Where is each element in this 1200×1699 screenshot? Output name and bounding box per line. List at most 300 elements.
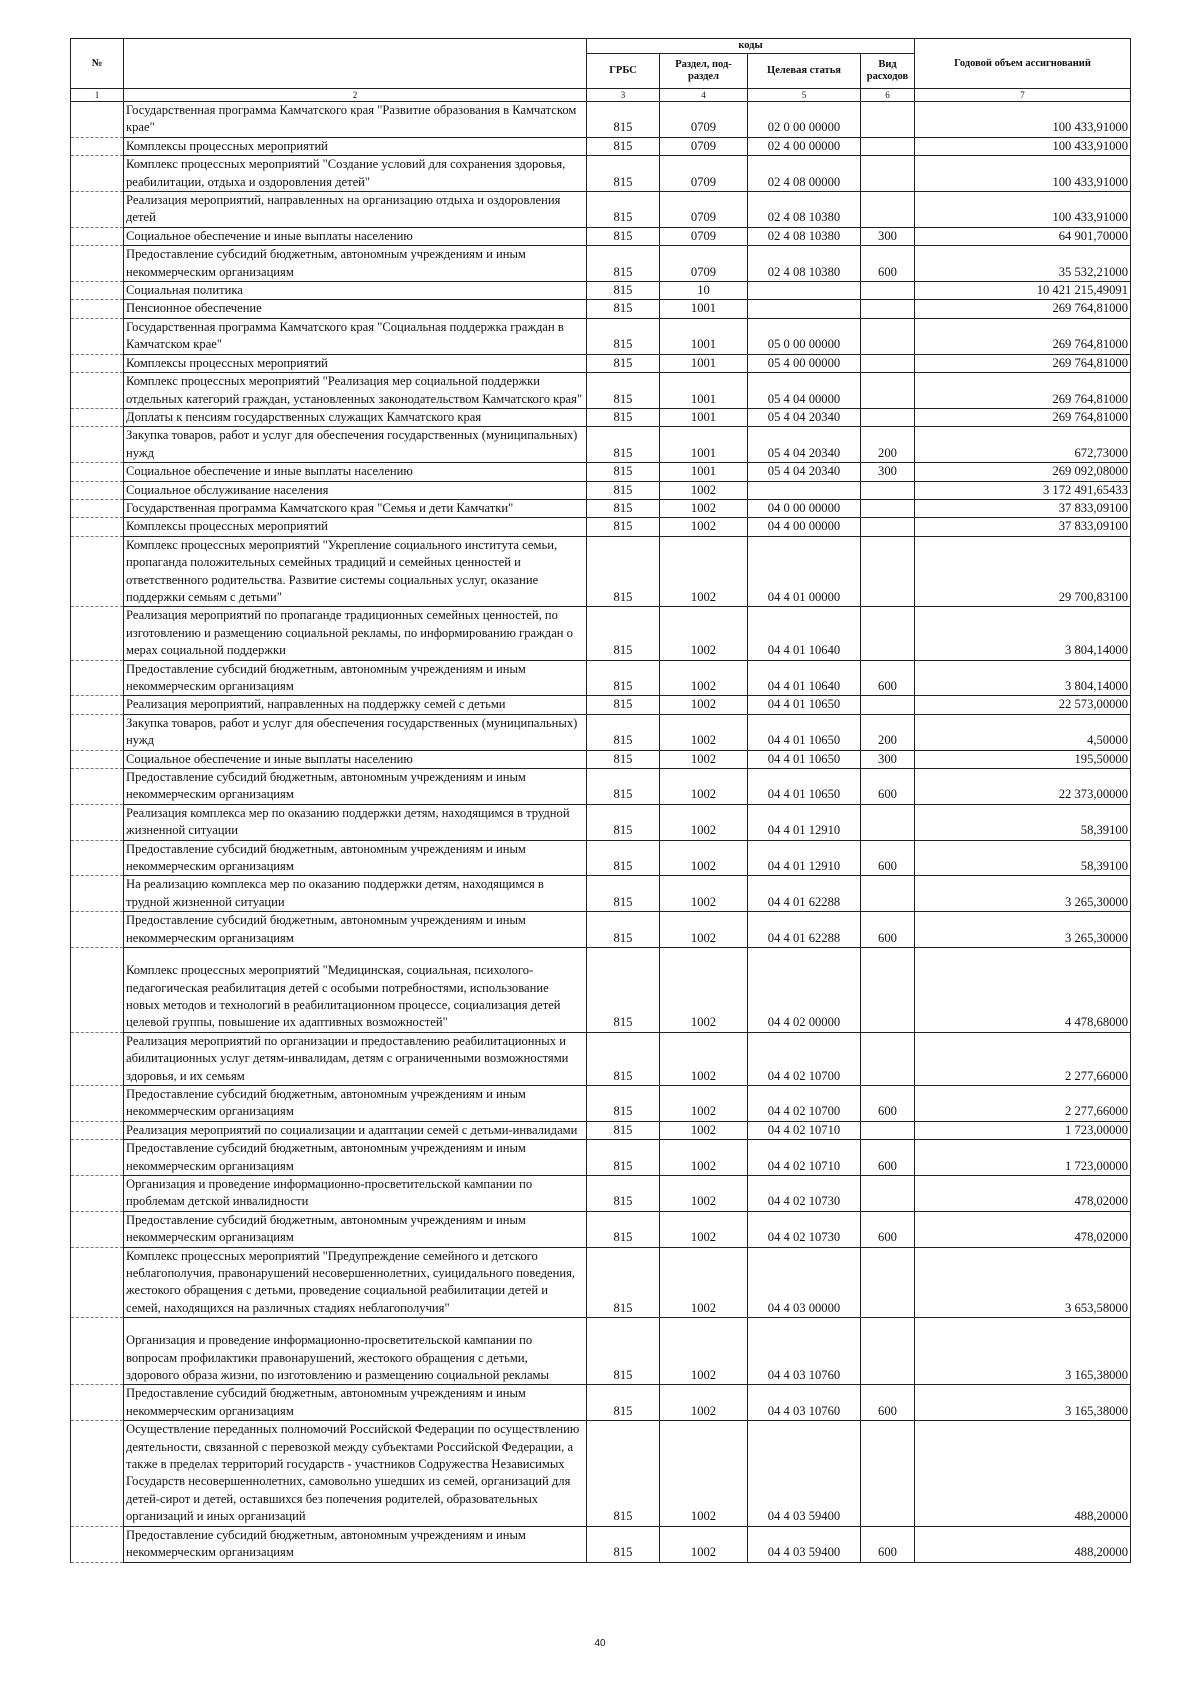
table-row	[71, 1140, 1131, 1176]
cell-sum: 3 804,14000	[915, 607, 1131, 660]
cell-razdel: 1002	[660, 481, 748, 499]
cell-number	[71, 102, 124, 138]
cell-grbs: 815	[587, 660, 660, 696]
cell-vid	[861, 607, 915, 660]
cell-name: Реализация комплекса мер по оказанию поддержки детям, находящимся в трудной жизненной ситуации	[124, 804, 587, 840]
cell-number	[71, 1211, 124, 1247]
col-number: 7	[915, 89, 1131, 102]
cell-grbs: 815	[587, 499, 660, 517]
cell-vid	[861, 1032, 915, 1085]
cell-razdel: 1002	[660, 1247, 748, 1318]
cell-number	[71, 840, 124, 876]
cell-sum: 269 092,08000	[915, 463, 1131, 481]
cell-grbs: 815	[587, 354, 660, 372]
cell-name: Предоставление субсидий бюджетным, автономным учреждениям и иным некоммерческим организациям	[124, 246, 587, 282]
table-row	[71, 227, 1131, 245]
cell-vid: 600	[861, 1211, 915, 1247]
table-row	[71, 427, 1131, 463]
cell-vid	[861, 282, 915, 300]
cell-sum: 269 764,81000	[915, 300, 1131, 318]
cell-sum: 478,02000	[915, 1175, 1131, 1211]
cell-razdel: 0709	[660, 156, 748, 192]
header-razdel: Раздел, под-раздел	[660, 54, 748, 89]
cell-target: 04 4 01 10650	[748, 769, 861, 805]
cell-sum: 4,50000	[915, 714, 1131, 750]
cell-name: Пенсионное обеспечение	[124, 300, 587, 318]
cell-sum: 269 764,81000	[915, 318, 1131, 354]
cell-grbs: 815	[587, 769, 660, 805]
cell-grbs: 815	[587, 137, 660, 155]
cell-razdel: 1001	[660, 318, 748, 354]
cell-vid	[861, 192, 915, 228]
cell-razdel: 1002	[660, 1211, 748, 1247]
cell-number	[71, 1247, 124, 1318]
table-row	[71, 1318, 1131, 1385]
table-row	[71, 318, 1131, 354]
cell-sum: 488,20000	[915, 1421, 1131, 1526]
cell-vid	[861, 137, 915, 155]
cell-target: 04 4 01 62288	[748, 912, 861, 948]
cell-grbs: 815	[587, 300, 660, 318]
cell-name: Закупка товаров, работ и услуг для обеспечения государственных (муниципальных) нужд	[124, 427, 587, 463]
cell-vid: 600	[861, 246, 915, 282]
cell-vid: 600	[861, 1085, 915, 1121]
cell-target	[748, 282, 861, 300]
cell-name: Социальное обеспечение и иные выплаты населению	[124, 227, 587, 245]
cell-number	[71, 1140, 124, 1176]
table-row	[71, 1211, 1131, 1247]
cell-name: Предоставление субсидий бюджетным, автономным учреждениям и иным некоммерческим организациям	[124, 912, 587, 948]
cell-name: Предоставление субсидий бюджетным, автономным учреждениям и иным некоммерческим организациям	[124, 1140, 587, 1176]
cell-target: 02 4 08 10380	[748, 192, 861, 228]
table-row	[71, 1085, 1131, 1121]
cell-razdel: 0709	[660, 192, 748, 228]
table-row	[71, 481, 1131, 499]
cell-grbs: 815	[587, 463, 660, 481]
cell-vid: 600	[861, 912, 915, 948]
cell-sum: 269 764,81000	[915, 354, 1131, 372]
cell-razdel: 1002	[660, 536, 748, 607]
table-row	[71, 499, 1131, 517]
cell-target: 04 4 03 10760	[748, 1318, 861, 1385]
cell-target: 04 4 01 10640	[748, 660, 861, 696]
cell-name: Реализация мероприятий по социализации и адаптации семей с детьми-инвалидами	[124, 1121, 587, 1139]
cell-razdel: 1002	[660, 1175, 748, 1211]
cell-vid: 300	[861, 463, 915, 481]
cell-sum: 100 433,91000	[915, 137, 1131, 155]
budget-table-page	[70, 38, 1130, 1563]
cell-name: Предоставление субсидий бюджетным, автономным учреждениям и иным некоммерческим организациям	[124, 1526, 587, 1562]
cell-sum: 1 723,00000	[915, 1140, 1131, 1176]
col-number: 3	[587, 89, 660, 102]
cell-sum: 195,50000	[915, 750, 1131, 768]
cell-grbs: 815	[587, 156, 660, 192]
cell-grbs: 815	[587, 876, 660, 912]
cell-name: Государственная программа Камчатского края "Семья и дети Камчатки"	[124, 499, 587, 517]
cell-name: Организация и проведение информационно-просветительской кампании по проблемам детской инвалидности	[124, 1175, 587, 1211]
cell-target: 04 4 02 10710	[748, 1121, 861, 1139]
cell-grbs: 815	[587, 427, 660, 463]
cell-grbs: 815	[587, 1526, 660, 1562]
cell-number	[71, 1318, 124, 1385]
table-row	[71, 1385, 1131, 1421]
cell-name: Предоставление субсидий бюджетным, автономным учреждениям и иным некоммерческим организациям	[124, 1385, 587, 1421]
cell-number	[71, 282, 124, 300]
cell-name: Предоставление субсидий бюджетным, автономным учреждениям и иным некоммерческим организациям	[124, 769, 587, 805]
cell-target: 02 4 08 00000	[748, 156, 861, 192]
cell-target: 04 0 00 00000	[748, 499, 861, 517]
cell-razdel: 1002	[660, 607, 748, 660]
cell-razdel: 1002	[660, 499, 748, 517]
col-number: 4	[660, 89, 748, 102]
table-row	[71, 192, 1131, 228]
cell-name: Комплексы процессных мероприятий	[124, 354, 587, 372]
cell-vid	[861, 499, 915, 517]
cell-razdel: 1002	[660, 714, 748, 750]
cell-name: Предоставление субсидий бюджетным, автономным учреждениям и иным некоммерческим организациям	[124, 1085, 587, 1121]
header-number: №	[71, 39, 124, 89]
cell-number	[71, 1421, 124, 1526]
cell-razdel: 1002	[660, 948, 748, 1033]
cell-target: 05 4 04 20340	[748, 427, 861, 463]
cell-target: 04 4 00 00000	[748, 518, 861, 536]
cell-sum: 64 901,70000	[915, 227, 1131, 245]
cell-vid: 600	[861, 1140, 915, 1176]
cell-name: Государственная программа Камчатского края "Развитие образования в Камчатском крае"	[124, 102, 587, 138]
cell-grbs: 815	[587, 518, 660, 536]
cell-number	[71, 804, 124, 840]
cell-target: 05 4 00 00000	[748, 354, 861, 372]
cell-target: 04 4 02 00000	[748, 948, 861, 1033]
cell-number	[71, 714, 124, 750]
cell-vid: 200	[861, 427, 915, 463]
cell-name: Комплекс процессных мероприятий "Медицинская, социальная, психолого-педагогическая реабилитация детей с особыми потребностями, использование новых методов и технологий в реабилитационном процессе, социализация детей целевой группы, повышение их адаптивных возможностей"	[124, 948, 587, 1033]
table-row	[71, 300, 1131, 318]
cell-vid	[861, 102, 915, 138]
cell-target: 04 4 01 10640	[748, 607, 861, 660]
cell-target: 04 4 02 10730	[748, 1175, 861, 1211]
cell-sum: 269 764,81000	[915, 408, 1131, 426]
cell-target: 04 4 03 59400	[748, 1526, 861, 1562]
cell-razdel: 0709	[660, 227, 748, 245]
cell-number	[71, 427, 124, 463]
cell-target: 04 4 02 10700	[748, 1032, 861, 1085]
table-row	[71, 660, 1131, 696]
cell-sum: 4 478,68000	[915, 948, 1131, 1033]
table-row	[71, 696, 1131, 714]
cell-name: Доплаты к пенсиям государственных служащих Камчатского края	[124, 408, 587, 426]
cell-vid	[861, 318, 915, 354]
cell-target	[748, 481, 861, 499]
cell-grbs: 815	[587, 227, 660, 245]
cell-sum: 100 433,91000	[915, 156, 1131, 192]
cell-name: Предоставление субсидий бюджетным, автономным учреждениям и иным некоммерческим организациям	[124, 660, 587, 696]
cell-number	[71, 607, 124, 660]
cell-name: Реализация мероприятий по организации и предоставлению реабилитационных и абилитационных услуг детям-инвалидам, детям с ограниченными возможностями здоровья, и их семьям	[124, 1032, 587, 1085]
cell-razdel: 1002	[660, 750, 748, 768]
cell-number	[71, 696, 124, 714]
cell-grbs: 815	[587, 1421, 660, 1526]
cell-vid	[861, 156, 915, 192]
cell-vid	[861, 1175, 915, 1211]
col-number: 5	[748, 89, 861, 102]
cell-sum: 3 265,30000	[915, 876, 1131, 912]
cell-grbs: 815	[587, 1175, 660, 1211]
cell-sum: 478,02000	[915, 1211, 1131, 1247]
cell-razdel: 1002	[660, 1121, 748, 1139]
cell-grbs: 815	[587, 840, 660, 876]
budget-allocation-table	[70, 38, 1131, 1563]
cell-grbs: 815	[587, 1121, 660, 1139]
table-row	[71, 1526, 1131, 1562]
cell-sum: 3 165,38000	[915, 1385, 1131, 1421]
cell-vid	[861, 804, 915, 840]
cell-sum: 22 573,00000	[915, 696, 1131, 714]
cell-target: 04 4 01 62288	[748, 876, 861, 912]
cell-sum: 100 433,91000	[915, 102, 1131, 138]
cell-grbs: 815	[587, 318, 660, 354]
cell-razdel: 0709	[660, 137, 748, 155]
cell-razdel: 1001	[660, 373, 748, 409]
cell-razdel: 0709	[660, 246, 748, 282]
cell-vid	[861, 948, 915, 1033]
cell-sum: 2 277,66000	[915, 1085, 1131, 1121]
cell-number	[71, 373, 124, 409]
cell-number	[71, 876, 124, 912]
table-row	[71, 804, 1131, 840]
cell-name: Государственная программа Камчатского края "Социальная поддержка граждан в Камчатском крае"	[124, 318, 587, 354]
cell-grbs: 815	[587, 373, 660, 409]
table-row	[71, 1032, 1131, 1085]
cell-name: Осуществление переданных полномочий Российской Федерации по осуществлению деятельности, связанной с перевозкой между субъектами Российской Федерации, а также в пределах территорий государств - участников Содружества Независимых Государств несовершеннолетних, самовольно ушедших из семей, организаций для детей-сирот и детей, оставшихся без попечения родителей, образовательных организаций и иных организаций	[124, 1421, 587, 1526]
header-grbs: ГРБС	[587, 54, 660, 89]
cell-sum: 1 723,00000	[915, 1121, 1131, 1139]
cell-number	[71, 1085, 124, 1121]
cell-grbs: 815	[587, 1032, 660, 1085]
cell-name: Комплекс процессных мероприятий "Создание условий для сохранения здоровья, реабилитации, отдыха и оздоровления детей"	[124, 156, 587, 192]
cell-razdel: 1002	[660, 1085, 748, 1121]
cell-number	[71, 300, 124, 318]
cell-razdel: 1002	[660, 1421, 748, 1526]
cell-sum: 488,20000	[915, 1526, 1131, 1562]
col-number: 6	[861, 89, 915, 102]
cell-grbs: 815	[587, 607, 660, 660]
cell-target: 04 4 01 00000	[748, 536, 861, 607]
cell-razdel: 1002	[660, 1140, 748, 1176]
cell-target	[748, 300, 861, 318]
header-target: Целевая статья	[748, 54, 861, 89]
cell-number	[71, 769, 124, 805]
cell-vid	[861, 373, 915, 409]
cell-number	[71, 408, 124, 426]
col-number: 2	[124, 89, 587, 102]
cell-sum: 100 433,91000	[915, 192, 1131, 228]
cell-number	[71, 1526, 124, 1562]
cell-number	[71, 660, 124, 696]
table-row	[71, 714, 1131, 750]
cell-number	[71, 536, 124, 607]
cell-grbs: 815	[587, 804, 660, 840]
table-row	[71, 769, 1131, 805]
table-row	[71, 750, 1131, 768]
cell-target: 05 4 04 00000	[748, 373, 861, 409]
cell-target: 04 4 01 10650	[748, 750, 861, 768]
col-number: 1	[71, 89, 124, 102]
cell-grbs: 815	[587, 282, 660, 300]
header-name	[124, 39, 587, 89]
cell-sum: 3 165,38000	[915, 1318, 1131, 1385]
cell-number	[71, 1385, 124, 1421]
cell-target: 04 4 03 10760	[748, 1385, 861, 1421]
cell-sum: 672,73000	[915, 427, 1131, 463]
cell-razdel: 1002	[660, 660, 748, 696]
cell-sum: 22 373,00000	[915, 769, 1131, 805]
table-row	[71, 156, 1131, 192]
cell-vid	[861, 408, 915, 426]
cell-sum: 58,39100	[915, 804, 1131, 840]
cell-name: Предоставление субсидий бюджетным, автономным учреждениям и иным некоммерческим организациям	[124, 840, 587, 876]
cell-number	[71, 1175, 124, 1211]
cell-name: Социальное обеспечение и иные выплаты населению	[124, 750, 587, 768]
table-row	[71, 876, 1131, 912]
cell-grbs: 815	[587, 408, 660, 426]
cell-razdel: 1002	[660, 518, 748, 536]
cell-grbs: 815	[587, 714, 660, 750]
cell-number	[71, 192, 124, 228]
cell-name: Реализация мероприятий по пропаганде традиционных семейных ценностей, по изготовлению и размещению социальной рекламы, по информированию граждан о мерах социальной поддержки	[124, 607, 587, 660]
table-row	[71, 463, 1131, 481]
cell-grbs: 815	[587, 1318, 660, 1385]
cell-vid	[861, 876, 915, 912]
cell-target: 05 4 04 20340	[748, 463, 861, 481]
cell-number	[71, 246, 124, 282]
cell-target: 02 4 08 10380	[748, 227, 861, 245]
cell-razdel: 1001	[660, 408, 748, 426]
cell-vid	[861, 354, 915, 372]
header-annual: Годовой объем ассигнований	[915, 39, 1131, 89]
cell-vid: 600	[861, 1385, 915, 1421]
cell-name: Организация и проведение информационно-просветительской кампании по вопросам профилактики правонарушений, жестокого обращения с детьми, здорового образа жизни, по изготовлению и размещению социальной рекламы	[124, 1318, 587, 1385]
cell-vid: 600	[861, 769, 915, 805]
cell-name: Реализация мероприятий, направленных на организацию отдыха и оздоровления детей	[124, 192, 587, 228]
table-row	[71, 948, 1131, 1033]
cell-grbs: 815	[587, 948, 660, 1033]
table-body	[71, 102, 1131, 1563]
cell-number	[71, 1121, 124, 1139]
cell-grbs: 815	[587, 1247, 660, 1318]
table-row	[71, 354, 1131, 372]
cell-grbs: 815	[587, 246, 660, 282]
cell-grbs: 815	[587, 481, 660, 499]
cell-sum: 35 532,21000	[915, 246, 1131, 282]
cell-number	[71, 481, 124, 499]
table-header	[71, 39, 1131, 102]
cell-razdel: 1001	[660, 463, 748, 481]
cell-sum: 37 833,09100	[915, 499, 1131, 517]
cell-sum: 2 277,66000	[915, 1032, 1131, 1085]
cell-number	[71, 354, 124, 372]
cell-name: Реализация мероприятий, направленных на поддержку семей с детьми	[124, 696, 587, 714]
cell-sum: 29 700,83100	[915, 536, 1131, 607]
cell-number	[71, 463, 124, 481]
cell-number	[71, 227, 124, 245]
cell-grbs: 815	[587, 192, 660, 228]
cell-number	[71, 912, 124, 948]
cell-target: 04 4 01 10650	[748, 714, 861, 750]
cell-name: Социальное обеспечение и иные выплаты населению	[124, 463, 587, 481]
cell-name: Социальное обслуживание населения	[124, 481, 587, 499]
cell-target: 02 4 00 00000	[748, 137, 861, 155]
cell-name: Комплекс процессных мероприятий "Укрепление социального института семьи, пропаганда положительных семейных традиций и семейных ценностей и ответственного родительства. Развитие системы социальных услуг, оказание поддержки семьям с детьми"	[124, 536, 587, 607]
cell-target: 04 4 03 00000	[748, 1247, 861, 1318]
cell-target: 04 4 03 59400	[748, 1421, 861, 1526]
table-row	[71, 282, 1131, 300]
cell-sum: 3 265,30000	[915, 912, 1131, 948]
cell-name: Закупка товаров, работ и услуг для обеспечения государственных (муниципальных) нужд	[124, 714, 587, 750]
cell-razdel: 1001	[660, 354, 748, 372]
cell-sum: 3 653,58000	[915, 1247, 1131, 1318]
cell-razdel: 1002	[660, 804, 748, 840]
cell-razdel: 1002	[660, 1385, 748, 1421]
cell-razdel: 1002	[660, 1526, 748, 1562]
cell-razdel: 1002	[660, 696, 748, 714]
cell-vid	[861, 1121, 915, 1139]
cell-razdel: 10	[660, 282, 748, 300]
cell-razdel: 0709	[660, 102, 748, 138]
cell-target: 04 4 02 10710	[748, 1140, 861, 1176]
cell-number	[71, 318, 124, 354]
cell-grbs: 815	[587, 1211, 660, 1247]
cell-target: 04 4 02 10700	[748, 1085, 861, 1121]
cell-razdel: 1001	[660, 300, 748, 318]
table-row	[71, 1121, 1131, 1139]
table-row	[71, 1175, 1131, 1211]
cell-grbs: 815	[587, 1140, 660, 1176]
cell-vid: 300	[861, 227, 915, 245]
cell-number	[71, 948, 124, 1033]
cell-vid	[861, 481, 915, 499]
cell-target: 02 0 00 00000	[748, 102, 861, 138]
table-row	[71, 1421, 1131, 1526]
cell-sum: 37 833,09100	[915, 518, 1131, 536]
table-row	[71, 373, 1131, 409]
cell-vid	[861, 518, 915, 536]
cell-name: На реализацию комплекса мер по оказанию поддержки детям, находящимся в трудной жизненной ситуации	[124, 876, 587, 912]
cell-name: Комплексы процессных мероприятий	[124, 137, 587, 155]
cell-sum: 10 421 215,49091	[915, 282, 1131, 300]
table-row	[71, 102, 1131, 138]
table-row	[71, 518, 1131, 536]
cell-sum: 58,39100	[915, 840, 1131, 876]
cell-name: Комплексы процессных мероприятий	[124, 518, 587, 536]
table-row	[71, 246, 1131, 282]
cell-razdel: 1002	[660, 840, 748, 876]
cell-razdel: 1001	[660, 427, 748, 463]
cell-grbs: 815	[587, 536, 660, 607]
cell-vid	[861, 696, 915, 714]
cell-number	[71, 137, 124, 155]
header-codes: коды	[587, 39, 915, 54]
cell-sum: 3 804,14000	[915, 660, 1131, 696]
cell-name: Комплекс процессных мероприятий "Предупреждение семейного и детского неблагополучия, правонарушений несовершеннолетних, суицидального поведения, жестокого обращения с детьми, проведение социальной реабилитации детей и семей, находящихся на различных стадиях неблагополучия"	[124, 1247, 587, 1318]
table-row	[71, 137, 1131, 155]
cell-vid: 200	[861, 714, 915, 750]
cell-number	[71, 499, 124, 517]
cell-name: Социальная политика	[124, 282, 587, 300]
cell-number	[71, 1032, 124, 1085]
cell-number	[71, 156, 124, 192]
cell-target: 04 4 01 12910	[748, 840, 861, 876]
